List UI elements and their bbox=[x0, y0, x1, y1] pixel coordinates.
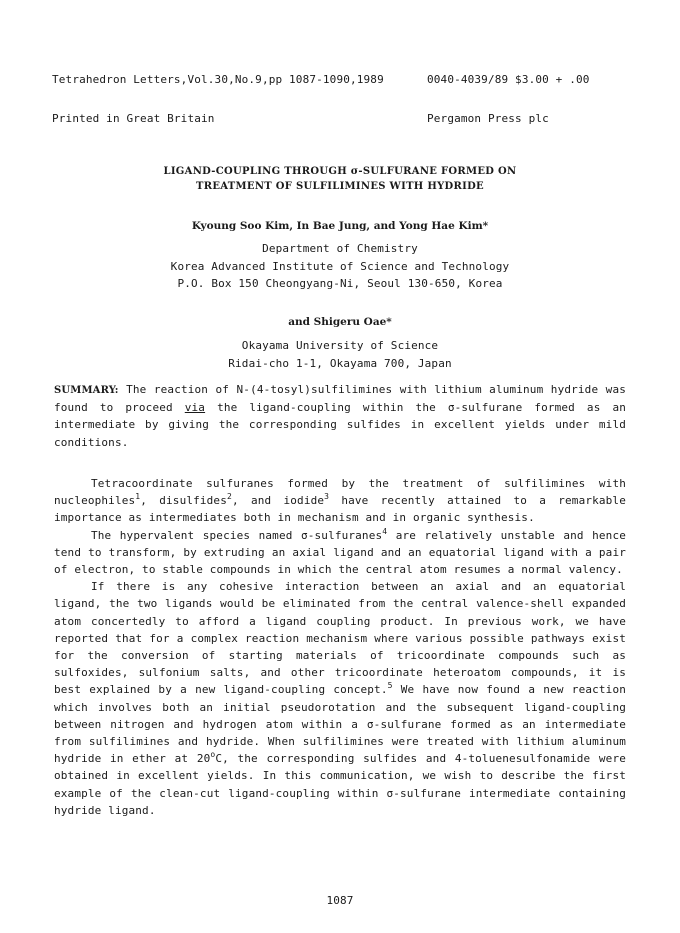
affiliation-address-japan: Ridai-cho 1-1, Okayama 700, Japan bbox=[228, 356, 452, 370]
degree-sign: o bbox=[210, 750, 216, 760]
affiliation-address: P.O. Box 150 Cheongyang-Ni, Seoul 130-650, Korea bbox=[177, 277, 503, 290]
page-number: 1087 bbox=[326, 894, 354, 907]
summary-block bbox=[54, 381, 626, 451]
issn-price: 0040-4039/89 $3.00 + .00 bbox=[427, 73, 590, 86]
paragraph-1: Tetracoordinate sulfuranes formed by the treatment of sulfilimines with nucleophiles$^1$, disulfides$^2$, and iodide$^3$ have recently attained to a remarkable importance as intermediates both in mechanism and in organic synthesis. bbox=[54, 477, 626, 525]
title-line-2: TREATMENT OF SULFILIMINES WITH HYDRIDE bbox=[196, 181, 484, 192]
body-text bbox=[54, 475, 626, 819]
author-list: Kyoung Soo Kim, In Bae Jung, and Yong Hae Kim* bbox=[191, 220, 489, 232]
journal-header-left bbox=[52, 47, 384, 151]
journal-citation: Tetrahedron Letters,Vol.30,No.9,pp 1087-1090,1989 bbox=[52, 73, 384, 86]
coauthor: and Shigeru Oae* bbox=[288, 316, 392, 328]
summary-label: SUMMARY: bbox=[54, 385, 119, 396]
printed-location: Printed in Great Britain bbox=[52, 112, 215, 125]
journal-header-right bbox=[427, 47, 590, 151]
title-line-1: LIGAND-COUPLING THROUGH σ-SULFURANE FORMED ON bbox=[163, 166, 517, 177]
via-underlined: via bbox=[184, 401, 206, 415]
paragraph-2: The hypervalent species named σ-sulfuranes$^4$ are relatively unstable and hence tend to transform, by extruding an axial ligand and an equatorial ligand with a pair of electron, to stable compounds in which the central atom resumes a normal valency. bbox=[54, 526, 626, 577]
publisher: Pergamon Press plc bbox=[427, 112, 549, 125]
ref-5: 5 bbox=[387, 681, 393, 691]
summary-paragraph: SUMMARY: The reaction of N-(4-tosyl)sulfilimines with lithium aluminum hydride was found to proceed via the ligand-coupling within the σ-sulfurane formed as an intermediate by giving the corresponding sulfides in excellent yields under mild conditions. bbox=[54, 383, 627, 449]
ref-1: 1 bbox=[135, 492, 141, 502]
ref-2: 2 bbox=[226, 492, 232, 502]
paragraph-3: If there is any cohesive interaction between an axial and an equatorial ligand, the two ligands would be eliminated from the central valence-shell expanded atom concertedly to afford a ligand coupling product. In previous work, we have reported that for a complex reaction mechanism where various possible pathways exist for the conversion of starting materials of tricoordinate compounds such as sulfoxides, sulfonium salts, and other tricoordinate heteroatom compounds, it is best explained by a new ligand-coupling concept.$^5$ We have now found a new reaction which involves both an initial pseudorotation and the subsequent ligand-coupling between nitrogen and hydrogen atom within a σ-sulfurane formed as an intermediate from sulfilimines and hydride. When sulfilimines were treated with lithium aluminum hydride in ether at 20$^o$C, the corresponding sulfides and 4-toluenesulfonamide were obtained in excellent yields. In this communication, we wish to describe the first example of the clean-cut ligand-coupling within σ-sulfurane intermediate containing hydride ligand. bbox=[54, 580, 626, 817]
affiliation-department: Department of Chemistry bbox=[262, 242, 418, 255]
affiliation-okayama bbox=[0, 337, 680, 372]
article-title bbox=[0, 164, 680, 194]
affiliation-university: Okayama University of Science bbox=[241, 339, 439, 352]
affiliation-kaist bbox=[0, 240, 680, 293]
affiliation-institute: Korea Advanced Institute of Science and Technology bbox=[170, 259, 510, 273]
ref-3: 3 bbox=[324, 492, 330, 502]
ref-4: 4 bbox=[382, 526, 388, 536]
